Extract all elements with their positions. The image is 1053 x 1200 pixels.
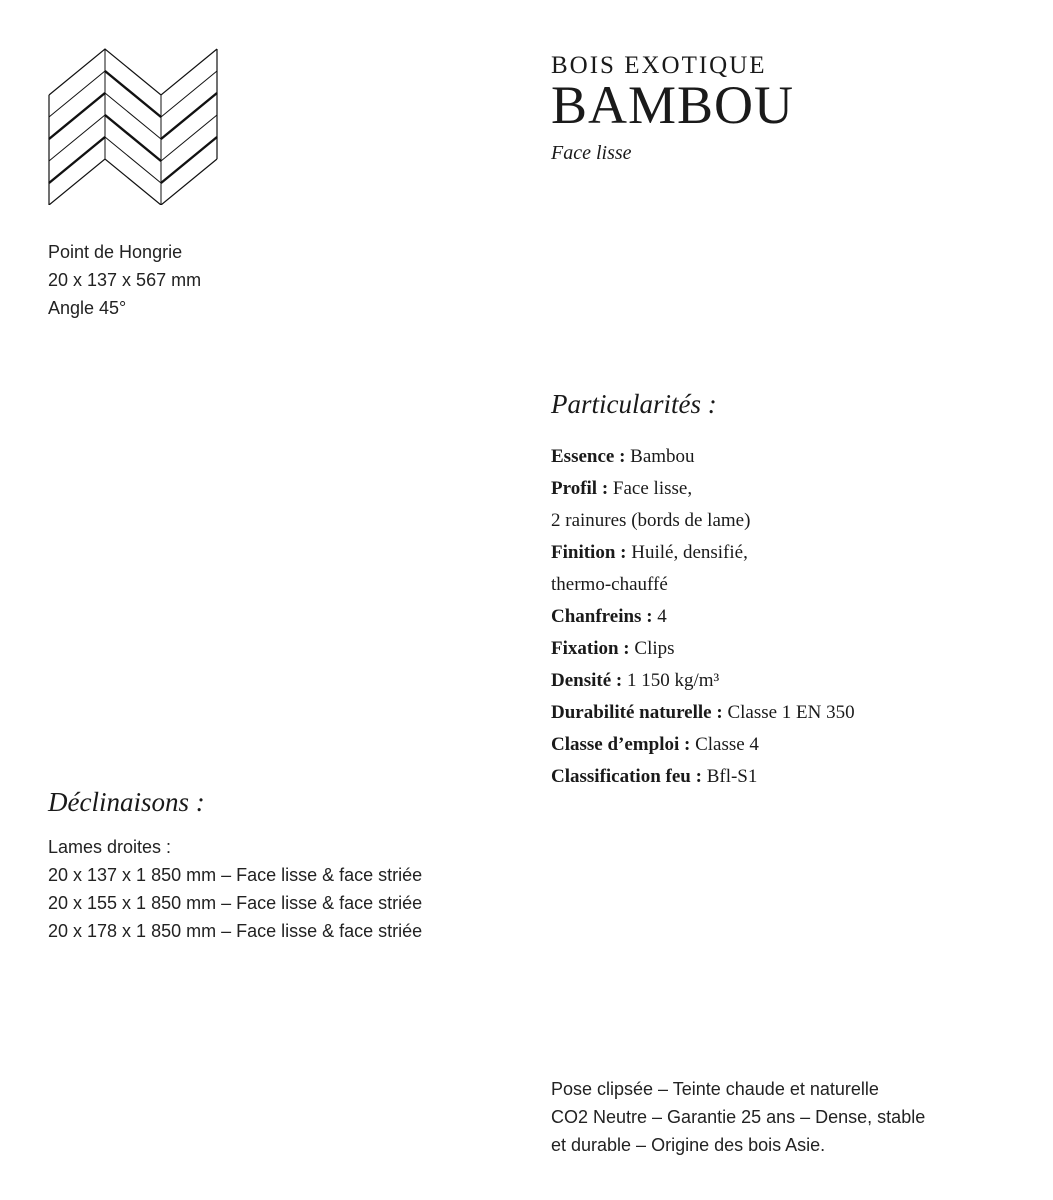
footer-line: CO2 Neutre – Garantie 25 ans – Dense, stable	[551, 1107, 926, 1127]
list-item: 20 x 155 x 1 850 mm – Face lisse & face striée	[48, 893, 423, 913]
pattern-name: Point de Hongrie	[48, 242, 183, 262]
spec-value: Bambou	[630, 446, 695, 467]
pattern-dimensions: 20 x 137 x 567 mm	[48, 270, 202, 290]
spec-value: Classe 4	[695, 734, 759, 755]
declinaisons-list	[48, 833, 422, 945]
list-item: 20 x 137 x 1 850 mm – Face lisse & face striée	[48, 865, 423, 885]
spec-label: Classification feu :	[551, 766, 702, 787]
spec-value: Bfl-S1	[706, 766, 758, 787]
spec-row	[551, 505, 855, 537]
spec-value: 4	[657, 606, 667, 627]
product-header	[551, 52, 794, 166]
product-finish: Face lisse	[551, 142, 632, 164]
spec-label: Chanfreins :	[551, 606, 653, 627]
list-item: 20 x 178 x 1 850 mm – Face lisse & face striée	[48, 921, 423, 941]
spec-row	[551, 697, 855, 729]
spec-label: Fixation :	[551, 638, 630, 659]
spec-row	[551, 569, 855, 601]
spec-row	[551, 473, 855, 505]
footer-line: et durable – Origine des bois Asie.	[551, 1135, 826, 1155]
spec-value: Face lisse,	[612, 478, 693, 499]
spec-label: Classe d’emploi :	[551, 734, 691, 755]
product-title: BAMBOU	[551, 75, 795, 135]
spec-label: Densité :	[551, 670, 623, 691]
footer-line: Pose clipsée – Teinte chaude et naturelle	[551, 1079, 879, 1099]
spec-value: 1 150 kg/m³	[626, 670, 720, 691]
declinaisons-title: Déclinaisons :	[48, 787, 205, 817]
spec-label: Finition :	[551, 542, 627, 563]
spec-value: thermo-chauffé	[551, 574, 668, 595]
spec-row	[551, 601, 855, 633]
spec-row	[551, 665, 855, 697]
declinaisons-subtitle: Lames droites :	[48, 837, 172, 857]
footer-notes	[551, 1075, 925, 1159]
spec-list	[551, 441, 855, 793]
pattern-angle: Angle 45°	[48, 298, 127, 318]
spec-value: Classe 1 EN 350	[727, 702, 855, 723]
pattern-info	[48, 238, 201, 322]
spec-value: 2 rainures (bords de lame)	[551, 510, 751, 531]
spec-row	[551, 729, 855, 761]
spec-label: Profil :	[551, 478, 609, 499]
particularites-title: Particularités :	[551, 389, 717, 419]
spec-value: Huilé, densifié,	[631, 542, 748, 563]
spec-row	[551, 633, 855, 665]
spec-value: Clips	[634, 638, 675, 659]
spec-row	[551, 761, 855, 793]
spec-label: Essence :	[551, 446, 626, 467]
spec-row	[551, 537, 855, 569]
chevron-pattern-icon	[48, 48, 218, 205]
spec-row	[551, 441, 855, 473]
spec-label: Durabilité naturelle :	[551, 702, 723, 723]
product-category: BOIS EXOTIQUE	[551, 52, 767, 79]
